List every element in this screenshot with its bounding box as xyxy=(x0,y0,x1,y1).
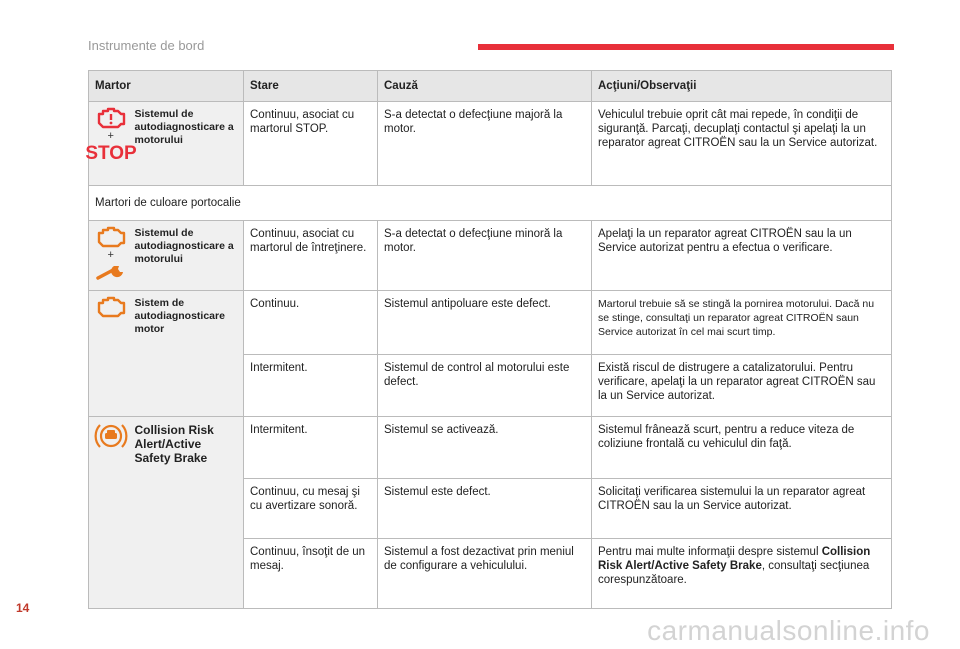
state-cell: Continuu. xyxy=(244,291,378,355)
cause-cell: S-a detectat o defecţiune majoră la motor. xyxy=(378,102,592,186)
action-text: Pentru mai multe informaţii despre sistemul xyxy=(598,546,822,558)
table-row xyxy=(89,417,892,479)
watermark: carmanualsonline.info xyxy=(647,615,930,646)
table-row xyxy=(89,221,892,291)
section-row xyxy=(89,186,892,221)
column-header-actiuni: Acţiuni/Observaţii xyxy=(592,71,892,102)
column-header-cauza: Cauză xyxy=(378,71,592,102)
icon-cell xyxy=(89,221,133,291)
warning-light-name: Sistem de autodiagnosticare motor xyxy=(133,291,244,417)
action-cell: Sistemul frânează scurt, pentru a reduce viteza de coliziune frontală cu vehiculul din faţă. xyxy=(592,417,892,479)
section-title-orange: Martori de culoare portocalie xyxy=(89,186,892,221)
table-row xyxy=(89,291,892,355)
warning-light-name: Sistemul de autodiagnosticare a motorului xyxy=(133,221,244,291)
plus-sign: + xyxy=(107,130,114,142)
action-cell: Există riscul de distrugere a catalizatorului. Pentru verificare, apelaţi la un reparator agreat CITROËN sau la un Service autorizat. xyxy=(592,355,892,417)
warning-light-name: Sistemul de autodiagnosticare a motorului xyxy=(133,102,244,186)
action-text: , consultaţi secţiunea corespunzătoare. xyxy=(598,560,870,586)
state-cell: Continuu, asociat cu martorul STOP. xyxy=(244,102,378,186)
cause-cell: Sistemul antipoluare este defect. xyxy=(378,291,592,355)
column-header-martor: Martor xyxy=(89,71,244,102)
cause-cell: Sistemul este defect. xyxy=(378,479,592,539)
plus-sign: + xyxy=(107,249,114,261)
state-cell: Intermitent. xyxy=(244,355,378,417)
engine-orange-icon xyxy=(94,225,128,249)
icon-cell xyxy=(89,417,133,609)
engine-orange-icon xyxy=(94,295,128,319)
stop-icon xyxy=(85,142,137,164)
action-cell: Martorul trebuie să se stingă la pornirea motorului. Dacă nu se stinge, consultaţi un reparator agreat CITROËN saun Service autorizat în cel mai scurt timp. xyxy=(592,291,892,355)
cause-cell: Sistemul de control al motorului este defect. xyxy=(378,355,592,417)
action-cell xyxy=(592,539,892,609)
action-cell: Vehiculul trebuie oprit cât mai repede, în condiţii de siguranţă. Parcaţi, decuplaţi contactul şi apelaţi la un reparator agreat CITROËN sau la un Service autorizat. xyxy=(592,102,892,186)
svg-text:STOP: STOP xyxy=(85,143,137,164)
warning-lights-table xyxy=(85,70,892,609)
cause-cell: Sistemul a fost dezactivat prin meniul de configurare a vehiculului. xyxy=(378,539,592,609)
engine-red-icon xyxy=(94,106,128,130)
collision-alert-icon xyxy=(94,421,128,451)
icon-cell xyxy=(85,102,137,186)
warning-light-name: Collision Risk Alert/Active Safety Brake xyxy=(133,417,244,609)
action-cell: Apelaţi la un reparator agreat CITROËN sau la un Service autorizat pentru a efectua o verificare. xyxy=(592,221,892,291)
state-cell: Continuu, cu mesaj şi cu avertizare sonoră. xyxy=(244,479,378,539)
page-number: 14 xyxy=(16,601,30,615)
cause-cell: Sistemul se activează. xyxy=(378,417,592,479)
action-text-bold: Collision Risk Alert/Active Safety Brake xyxy=(598,546,871,572)
action-cell: Solicitaţi verificarea sistemului la un reparator agreat CITROËN sau la un Service autorizat. xyxy=(592,479,892,539)
state-cell: Continuu, însoţit de un mesaj. xyxy=(244,539,378,609)
icon-cell xyxy=(89,291,133,417)
cause-cell: S-a detectat o defecţiune minoră la motor. xyxy=(378,221,592,291)
column-header-stare: Stare xyxy=(244,71,378,102)
table-header-row xyxy=(89,71,892,102)
table-row xyxy=(89,102,892,186)
header-accent-bar xyxy=(478,44,894,50)
state-cell: Continuu, asociat cu martorul de întreţinere. xyxy=(244,221,378,291)
wrench-icon xyxy=(95,261,127,281)
page-header-title: Instrumente de bord xyxy=(88,38,205,53)
state-cell: Intermitent. xyxy=(244,417,378,479)
